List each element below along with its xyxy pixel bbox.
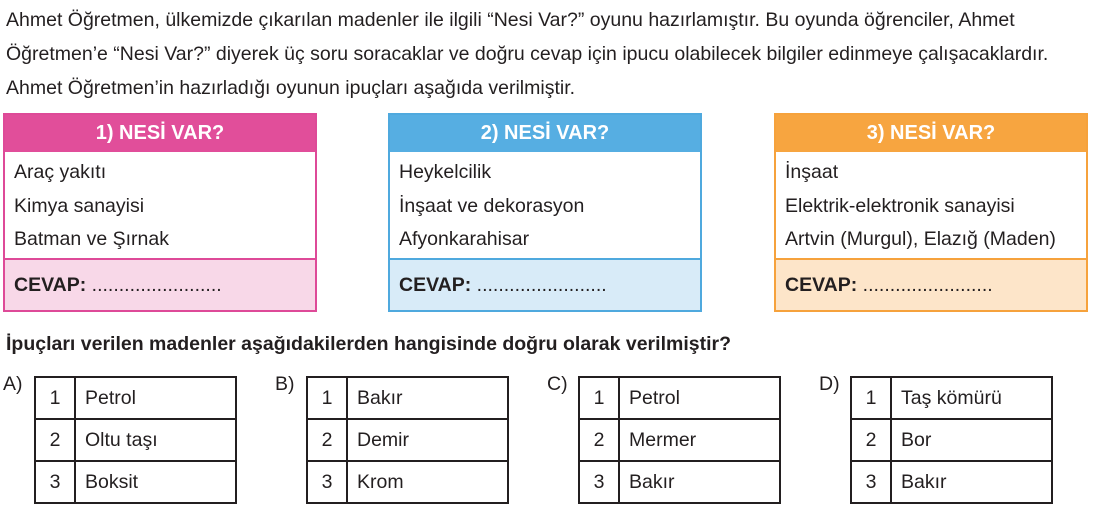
clue-item: Heykelcilik [399,161,492,183]
row-value: Oltu taşı [75,419,236,461]
row-number: 3 [579,461,619,503]
row-number: 2 [851,419,891,461]
table-row [307,377,508,419]
clue-card-2 [388,113,702,312]
table-row [851,419,1052,461]
table-row [35,377,236,419]
option-letter-b[interactable]: B) [275,373,295,395]
clue-item: Artvin (Murgul), Elazığ (Maden) [785,228,1056,250]
table-row [35,461,236,503]
row-value: Bakır [619,461,780,503]
clue-item: Elektrik-elektronik sanayisi [785,194,1015,217]
answer-label: CEVAP: [14,274,87,296]
clue-card-title: 2) NESİ VAR? [390,115,700,152]
option-letter-a[interactable]: A) [3,373,23,395]
answer-label: CEVAP: [399,274,472,296]
option-table-a[interactable] [34,376,237,504]
table-row [579,461,780,503]
clue-item: Kimya sanayisi [14,194,145,217]
clue-card-1 [3,113,317,312]
row-value: Bakır [891,461,1052,503]
table-row [851,461,1052,503]
answer-blank: ........................ [476,274,607,296]
row-number: 1 [307,377,347,419]
answer-label: CEVAP: [785,274,858,296]
answer-blank: ........................ [862,274,993,296]
clue-item: Batman ve Şırnak [14,228,169,250]
table-row [307,461,508,503]
table-row [579,419,780,461]
clue-list [776,152,1086,258]
option-table-c[interactable] [578,376,781,504]
row-number: 3 [35,461,75,503]
question-text: İpuçları verilen madenler aşağıdakilerden hangisinde doğru olarak verilmiştir? [6,333,731,355]
table-row [307,419,508,461]
row-number: 2 [307,419,347,461]
row-number: 1 [579,377,619,419]
row-value: Petrol [75,377,236,419]
row-value: Bakır [347,377,508,419]
table-row [35,419,236,461]
table-row [579,377,780,419]
answer-blank: ........................ [91,274,222,296]
clue-item: Araç yakıtı [14,161,107,183]
clue-item: İnşaat ve dekorasyon [399,194,585,217]
clue-list [5,152,315,258]
option-table-d[interactable] [850,376,1053,504]
row-number: 1 [851,377,891,419]
clue-card-title: 1) NESİ VAR? [5,115,315,152]
row-value: Petrol [619,377,780,419]
answer-field[interactable] [5,258,315,310]
row-number: 2 [35,419,75,461]
clue-card-3 [774,113,1088,312]
answer-field[interactable] [776,258,1086,310]
option-letter-d[interactable]: D) [819,373,840,395]
intro-paragraph: Ahmet Öğretmen, ülkemizde çıkarılan madenler ile ilgili “Nesi Var?” oyunu hazırlamıştır. Bu oyunda öğrenciler, Ahmet Öğretmen’e “Nesi Var?” diyerek üç soru soracaklar ve doğru cevap için ipucu olabilecek bilgiler edinmeye çalışacaklardır. Ahmet Öğretmen’in hazırladığı oyunun ipuçları aşağıda verilmiştir. [6,9,1049,99]
row-value: Krom [347,461,508,503]
row-number: 3 [851,461,891,503]
clue-card-title: 3) NESİ VAR? [776,115,1086,152]
clue-item: Afyonkarahisar [399,228,530,250]
option-letter-c[interactable]: C) [547,373,568,395]
row-value: Demir [347,419,508,461]
clue-list [390,152,700,258]
row-value: Bor [891,419,1052,461]
row-value: Boksit [75,461,236,503]
row-number: 1 [35,377,75,419]
table-row [851,377,1052,419]
row-value: Taş kömürü [891,377,1052,419]
row-value: Mermer [619,419,780,461]
row-number: 2 [579,419,619,461]
option-table-b[interactable] [306,376,509,504]
clue-item: İnşaat [785,161,839,183]
row-number: 3 [307,461,347,503]
answer-field[interactable] [390,258,700,310]
